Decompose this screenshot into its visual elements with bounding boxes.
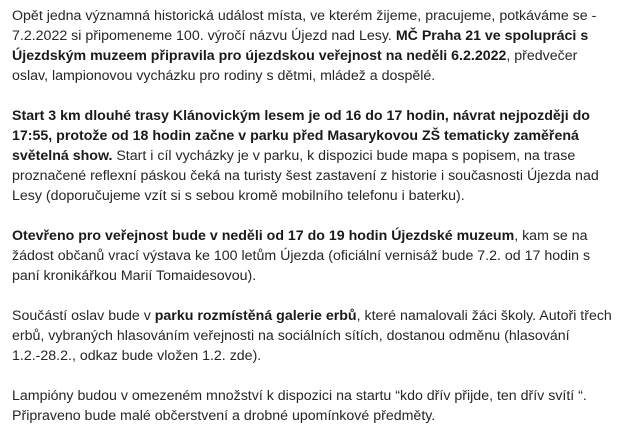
text-segment: , kam se na žádost občanů vrací výstava ke 100 letům Újezda (oficiální vernisáž bude 7.2. od 17 hodin s paní kronikářkou Marií Tomaidesovou). <box>12 228 591 284</box>
paragraph-gallery <box>12 306 615 366</box>
text-segment: , předvečer oslav, lampionovou vycházku pro rodiny s dětmi, mládež a dospělé. <box>12 48 578 84</box>
bold-segment: Otevřeno pro veřejnost bude v neděli od 17 do 19 hodin Újezdské muzeum <box>12 228 515 244</box>
text-segment: Lampióny budou v omezeném množství k dispozici na startu “kdo dřív přijde, ten dřív svítí “. Připraveno bude malé občerstvení a drobné upomínkové předměty. <box>12 388 587 424</box>
bold-segment: parku rozmístěná galerie erbů <box>154 308 357 324</box>
bold-segment: Start 3 km dlouhé trasy Klánovickým lesem je od 16 do 17 hodin, návrat nejpozději do 17:55, protože od 18 hodin začne v parku před Masarykovou ZŠ tematicky zaměřená světelná show. <box>12 108 590 164</box>
text-segment: Opět jedna významná historická událost místa, ve kterém žijeme, pracujeme, potkáváme se - 7.2.2022 si připomeneme 100. výročí názvu Újezd nad Lesy. <box>12 8 597 44</box>
paragraph-intro <box>12 6 615 86</box>
paragraph-lanterns <box>12 386 615 426</box>
bold-segment: MČ Praha 21 ve spolupráci s Újezdským muzeem připravila pro újezdskou veřejnost na neděli 6.2.2022 <box>12 28 589 64</box>
paragraph-route <box>12 106 615 206</box>
text-segment: Start i cíl vycházky je v parku, k dispozici bude mapa s popisem, na trase proznačené reflexní páskou čeká na turisty šest zastavení z historie i současnosti Újezda nad Lesy (doporučujeme vzít si s sebou kromě mobilního telefonu i baterku). <box>12 148 599 204</box>
text-segment: Součástí oslav bude v <box>12 308 155 324</box>
paragraph-museum <box>12 226 615 286</box>
text-segment: , které namalovali žáci školy. Autoři třech erbů, vybraných hlasováním veřejnosti na sociálních sítích, dostanou odměnu (hlasování 1.2.-28.2., odkaz bude vložen 1.2. zde). <box>12 308 612 364</box>
